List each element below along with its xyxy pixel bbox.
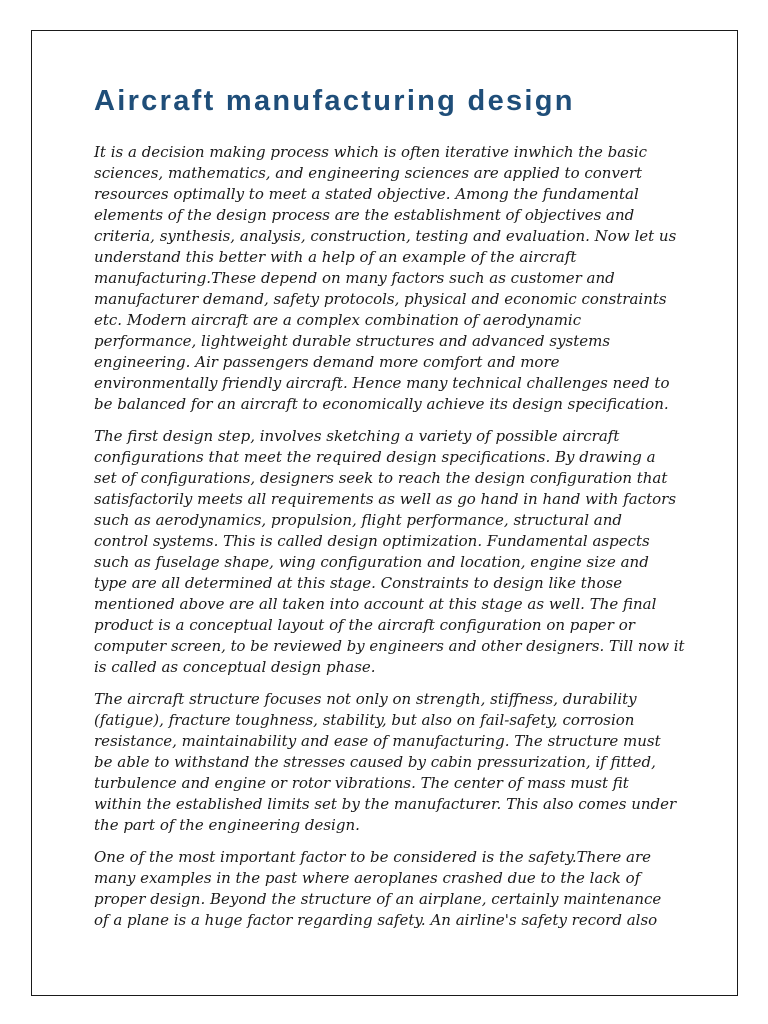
text-line: environmentally friendly aircraft. Hence many technical challenges need to [94,374,670,392]
text-line: manufacturing.These depend on many factors such as customer and [94,269,615,287]
text-line: mentioned above are all taken into account at this stage as well. The final [94,595,657,613]
text-line: proper design. Beyond the structure of an airplane, certainly maintenance [94,890,662,908]
text-line: set of configurations, designers seek to reach the design configuration that [94,469,668,487]
text-line: many examples in the past where aeroplanes crashed due to the lack of [94,869,641,887]
text-line: such as aerodynamics, propulsion, flight performance, structural and [94,511,622,529]
paragraph-3 [94,689,684,836]
text-line: resources optimally to meet a stated objective. Among the fundamental [94,185,639,203]
text-line: within the established limits set by the manufacturer. This also comes under [94,795,677,813]
paragraph-1 [94,142,684,415]
text-line: criteria, synthesis, analysis, construction, testing and evaluation. Now let us [94,227,677,245]
text-line: be able to withstand the stresses caused by cabin pressurization, if fitted, [94,753,656,771]
text-line: type are all determined at this stage. Constraints to design like those [94,574,623,592]
text-line: etc. Modern aircraft are a complex combination of aerodynamic [94,311,582,329]
text-line: computer screen, to be reviewed by engineers and other designers. Till now it [94,637,685,655]
text-line: (fatigue), fracture toughness, stability, but also on fail-safety, corrosion [94,711,635,729]
text-line: understand this better with a help of an example of the aircraft [94,248,577,266]
paragraph-4 [94,847,684,931]
text-line: performance, lightweight durable structures and advanced systems [94,332,611,350]
text-line: satisfactorily meets all requirements as well as go hand in hand with factors [94,490,677,508]
document-title: Aircraft manufacturing design [94,85,575,117]
text-line: the part of the engineering design. [94,816,360,834]
text-line: manufacturer demand, safety protocols, physical and economic constraints [94,290,667,308]
text-line: control systems. This is called design optimization. Fundamental aspects [94,532,650,550]
text-line: of a plane is a huge factor regarding safety. An airline's safety record also [94,911,658,929]
text-line: turbulence and engine or rotor vibrations. The center of mass must fit [94,774,629,792]
text-line: is called as conceptual design phase. [94,658,376,676]
paragraph-2 [94,426,684,678]
text-line: product is a conceptual layout of the aircraft configuration on paper or [94,616,635,634]
text-line: sciences, mathematics, and engineering sciences are applied to convert [94,164,643,182]
text-line: One of the most important factor to be considered is the safety.There are [94,848,652,866]
text-line: It is a decision making process which is often iterative inwhich the basic [94,143,648,161]
text-line: The first design step, involves sketching a variety of possible aircraft [94,427,620,445]
text-line: The aircraft structure focuses not only on strength, stiffness, durability [94,690,637,708]
text-line: be balanced for an aircraft to economically achieve its design specification. [94,395,669,413]
text-line: resistance, maintainability and ease of manufacturing. The structure must [94,732,661,750]
text-line: configurations that meet the required design specifications. By drawing a [94,448,656,466]
document-body [94,142,684,942]
text-line: elements of the design process are the establishment of objectives and [94,206,635,224]
text-line: such as fuselage shape, wing configuration and location, engine size and [94,553,649,571]
text-line: engineering. Air passengers demand more comfort and more [94,353,560,371]
